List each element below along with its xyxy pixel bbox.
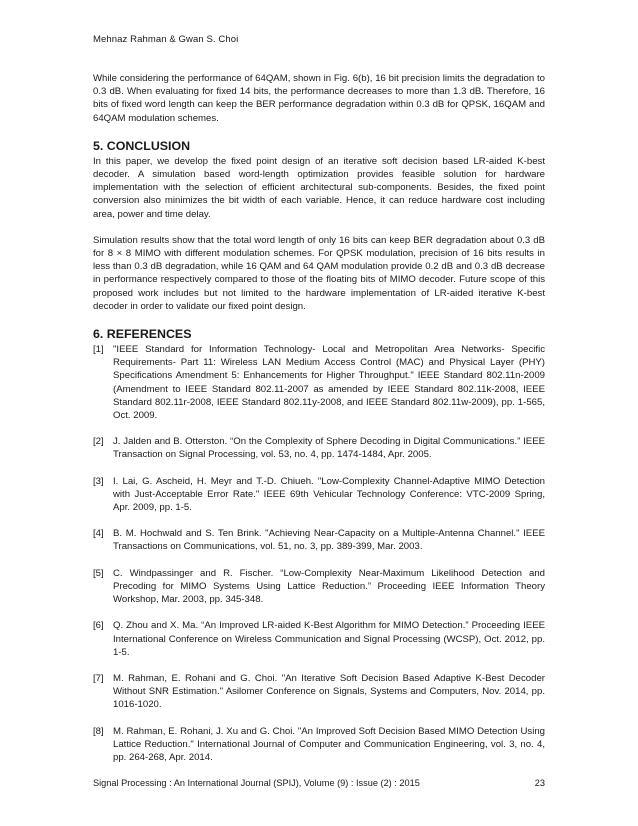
reference-number: [3] [93, 475, 104, 487]
references-list [93, 343, 545, 764]
reference-number: [4] [93, 528, 104, 540]
conclusion-section [93, 139, 545, 313]
reference-item [93, 567, 545, 607]
reference-text: J. Jalden and B. Otterston. “On the Complexity of Sphere Decoding in Digital Communications.” IEEE Transaction on Signal Processing, vol. 53, no. 4, pp. 1474-1484, Apr. 2005. [113, 436, 545, 461]
reference-item [93, 672, 545, 712]
reference-number: [1] [93, 344, 104, 356]
running-header: Mehnaz Rahman & Gwan S. Choi [93, 34, 239, 45]
reference-number: [8] [93, 725, 104, 737]
references-heading: 6. REFERENCES [93, 327, 192, 342]
reference-number: [6] [93, 620, 104, 632]
reference-text: C. Windpassinger and R. Fischer. “Low-Complexity Near-Maximum Likelihood Detection and Precoding for MIMO Systems Using Lattice Reduction.” Proceeding IEEE Information Theory Workshop, Mar. 2003, pp. 345-348. [113, 567, 545, 606]
page-body [93, 72, 545, 777]
conclusion-heading: 5. CONCLUSION [93, 138, 191, 153]
intro-paragraph: While considering the performance of 64QAM, shown in Fig. 6(b), 16 bit precision limits the degradation to 0.3 dB. When evaluating for fixed 14 bits, the performance decreases to more than 1.3 dB. Therefore, 16 bits of fixed word length can keep the BER performance degradation within 0.3 dB for QPSK, 16QAM and 64QAM modulation schemes. [93, 73, 545, 124]
reference-item [93, 725, 545, 765]
reference-text: Q. Zhou and X. Ma. “An Improved LR-aided K-Best Algorithm for MIMO Detection.” Proceeding IEEE International Conference on Wireless Communication and Signal Processing (WCSP), Oct. 2012, pp. 1-5. [113, 620, 545, 658]
page-number: 23 [534, 778, 545, 788]
references-section [93, 327, 545, 764]
conclusion-paragraph-1: In this paper, we develop the fixed point design of an iterative soft decision based LR-aided K-best decoder. A simulation based word-length optimization provides feasible solution for hardware implementation with the selection of efficient architectural sub-components. Besides, the fixed point conversion also minimizes the bit width of each variable. Hence, it can reduce hardware cost including area, power and time delay. [93, 155, 545, 220]
page-footer [93, 778, 545, 788]
journal-citation: Signal Processing : An International Journal (SPIJ), Volume (9) : Issue (2) : 2015 [93, 778, 420, 788]
reference-number: [7] [93, 672, 104, 684]
reference-number: [2] [93, 436, 104, 448]
reference-item [93, 475, 545, 515]
reference-text: M. Rahman, E. Rohani and G. Choi. "An Iterative Soft Decision Based Adaptive K-Best Decoder Without SNR Estimation." Asilomer Conference on Signals, Systems and Computers, Nov. 2014, pp. 1016-1020. [113, 672, 545, 711]
reference-text: "IEEE Standard for Information Technology- Local and Metropolitan Area Networks- Specific Requirements- Part 11: Wireless LAN Medium Access Control (MAC) and Physical Layer (PHY) Specifications Amendment 5: Enhancements for Higher Throughput." IEEE Standard 802.11n-2009 (Amendment to IEEE Standard 802.11-2007 as amended by IEEE Standard 802.11k-2008, IEEE Standard 802.11r-2008, IEEE Standard 802.11y-2008, and IEEE Standard 802.11w-2009), pp. 1-565, Oct. 2009. [113, 344, 545, 422]
reference-text: B. M. Hochwald and S. Ten Brink. "Achieving Near-Capacity on a Multiple-Antenna Channel." IEEE Transactions on Communications, vol. 51, no. 3, pp. 389-399, Mar. 2003. [113, 528, 545, 553]
reference-item [93, 435, 545, 461]
conclusion-paragraph-2: Simulation results show that the total word length of only 16 bits can keep BER degradation about 0.3 dB for 8 × 8 MIMO with different modulation schemes. For QPSK modulation, precision of 16 bits results in less than 0.3 dB degradation, while 16 QAM and 64 QAM modulation provide 0.2 dB and 0.3 dB decrease in performance respectively compared to those of the floating bits of MIMO decoder. Future scope of this proposed work includes but not limited to the hardware implementation of LR-aided iterative K-best decoder in order to validate our fixed point design. [93, 234, 545, 312]
reference-number: [5] [93, 567, 104, 579]
reference-item [93, 619, 545, 659]
reference-text: I. Lai, G. Ascheid, H. Meyr and T.-D. Chiueh. "Low-Complexity Channel-Adaptive MIMO Detection with Just-Acceptable Error Rate." IEEE 69th Vehicular Technology Conference: VTC-2009 Spring, Apr. 2009, pp. 1-5. [113, 475, 545, 514]
reference-item [93, 343, 545, 422]
reference-item [93, 527, 545, 553]
reference-text: M. Rahman, E. Rohani, J. Xu and G. Choi. "An Improved Soft Decision Based MIMO Detection Using Lattice Reduction." International Journal of Computer and Communication Engineering, vol. 3, no. 4, pp. 264-268, Apr. 2014. [113, 725, 545, 763]
